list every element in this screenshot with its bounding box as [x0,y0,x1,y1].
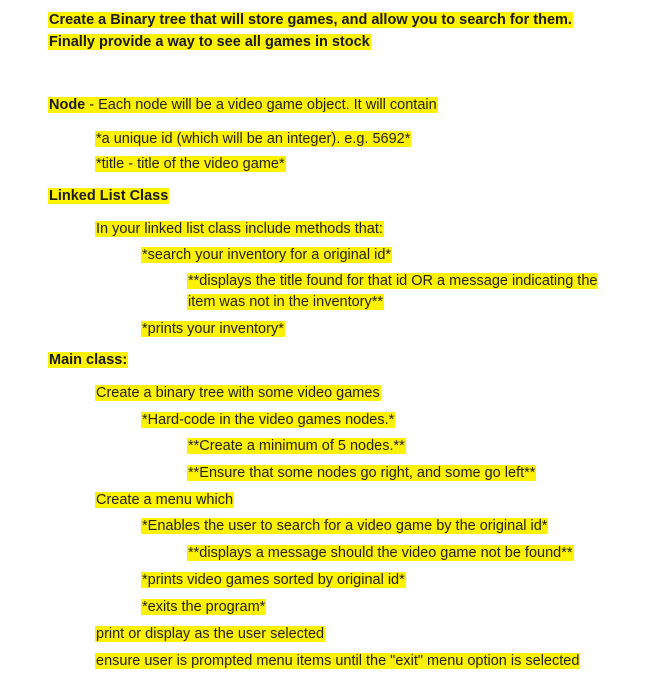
linked-list-intro-text: In your linked list class include methods that: [96,221,383,237]
main-menu-text: Create a menu which [96,492,234,508]
main-class-heading-text: Main class: [49,352,128,368]
main-exits-text: *exits the program* [142,599,266,615]
main-class-heading [48,351,128,369]
main-left-right-text: **Ensure that some nodes go right, and some go left** [188,465,536,481]
linked-list-search-text: *search your inventory for a original id* [142,247,392,263]
node-heading-wrap [48,97,438,113]
main-enable-search [141,517,548,535]
main-enable-search-text: *Enables the user to search for a video game by the original id* [142,518,548,534]
linked-list-search-detail-1-text: **displays the title found for that id OR a message indicating the [188,273,598,289]
main-create-tree [95,384,381,402]
linked-list-print-text: *prints your inventory* [142,321,284,337]
node-item-title-text: *title - title of the video game* [96,156,285,172]
main-print-display [95,625,325,643]
header-line-1 [48,11,573,29]
linked-list-search-detail-1 [187,272,598,290]
node-heading-line [48,96,438,114]
linked-list-heading [48,187,169,205]
header-line-2 [48,33,371,51]
main-not-found-text: **displays a message should the video game not be found** [188,545,573,561]
main-prints-sorted-text: *prints video games sorted by original id* [142,572,405,588]
main-not-found [187,544,574,562]
main-min-nodes-text: **Create a minimum of 5 nodes.** [188,438,405,454]
linked-list-search [141,246,392,264]
linked-list-search-detail-2 [187,293,384,311]
main-hard-code [141,411,395,429]
main-exits [141,598,266,616]
linked-list-intro [95,220,384,238]
main-print-display-text: print or display as the user selected [96,626,325,642]
linked-list-heading-text: Linked List Class [49,188,169,204]
linked-list-search-detail-2-text: item was not in the inventory** [188,294,384,310]
main-prints-sorted [141,571,406,589]
main-ensure-prompt-text: ensure user is prompted menu items until the "exit" menu option is selected [96,653,580,669]
node-item-id-text: *a unique id (which will be an integer). e.g. 5692* [96,131,411,147]
node-heading-description: - Each node will be a video game object. It will contain [85,97,437,113]
header-line-1-text: Create a Binary tree that will store games, and allow you to search for them. [49,12,572,28]
linked-list-print [141,320,285,338]
main-min-nodes [187,437,406,455]
node-item-id [95,130,411,148]
header-line-2-text: Finally provide a way to see all games in stock [49,34,370,50]
node-item-title [95,155,286,173]
node-heading: Node [49,97,86,113]
main-create-tree-text: Create a binary tree with some video games [96,385,380,401]
main-menu [95,491,234,509]
main-ensure-prompt [95,652,580,670]
main-hard-code-text: *Hard-code in the video games nodes.* [142,412,395,428]
main-left-right [187,464,536,482]
